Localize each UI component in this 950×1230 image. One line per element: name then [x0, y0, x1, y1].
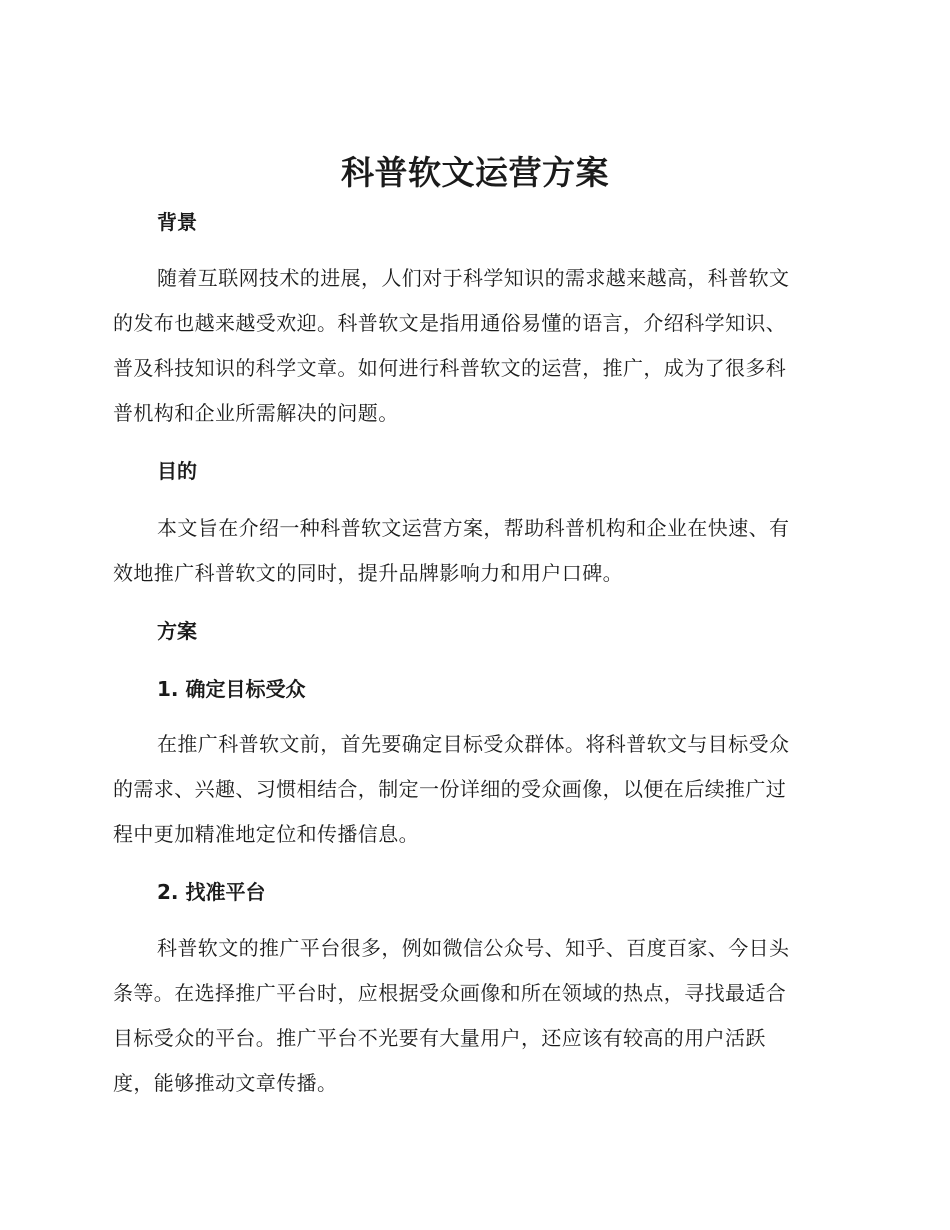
paragraph-line: 在推广科普软文前，首先要确定目标受众群体。将科普软文与目标受众 [157, 732, 790, 756]
paragraph-line: 科普软文的推广平台很多，例如微信公众号、知乎、百度百家、今日头 [157, 936, 790, 960]
section-heading-background: 背景 [157, 210, 197, 234]
paragraph-line: 普机构和企业所需解决的问题。 [113, 401, 399, 425]
section-heading-step1: 1. 确定目标受众 [157, 677, 306, 701]
paragraph-line: 条等。在选择推广平台时，应根据受众画像和所在领域的热点，寻找最适合 [113, 981, 787, 1005]
paragraph-line: 的发布也越来越受欢迎。科普软文是指用通俗易懂的语言，介绍科学知识、 [113, 311, 787, 335]
section-heading-plan: 方案 [157, 619, 197, 643]
paragraph-line: 效地推广科普软文的同时，提升品牌影响力和用户口碑。 [113, 561, 623, 585]
paragraph-background [113, 256, 837, 436]
paragraph-step2 [113, 926, 837, 1106]
paragraph-purpose [113, 506, 837, 596]
paragraph-line: 目标受众的平台。推广平台不光要有大量用户，还应该有较高的用户活跃 [113, 1026, 766, 1050]
section-heading-step2: 2. 找准平台 [157, 880, 266, 904]
paragraph-line: 随着互联网技术的进展，人们对于科学知识的需求越来越高，科普软文 [157, 266, 790, 290]
paragraph-line: 度，能够推动文章传播。 [113, 1071, 338, 1095]
paragraph-line: 普及科技知识的科学文章。如何进行科普软文的运营，推广，成为了很多科 [113, 356, 787, 380]
section-heading-purpose: 目的 [157, 459, 197, 483]
paragraph-line: 本文旨在介绍一种科普软文运营方案，帮助科普机构和企业在快速、有 [157, 516, 790, 540]
paragraph-line: 程中更加精准地定位和传播信息。 [113, 822, 419, 846]
document-title: 科普软文运营方案 [341, 153, 609, 192]
paragraph-line: 的需求、兴趣、习惯相结合，制定一份详细的受众画像，以便在后续推广过 [113, 777, 787, 801]
paragraph-step1 [113, 722, 837, 857]
